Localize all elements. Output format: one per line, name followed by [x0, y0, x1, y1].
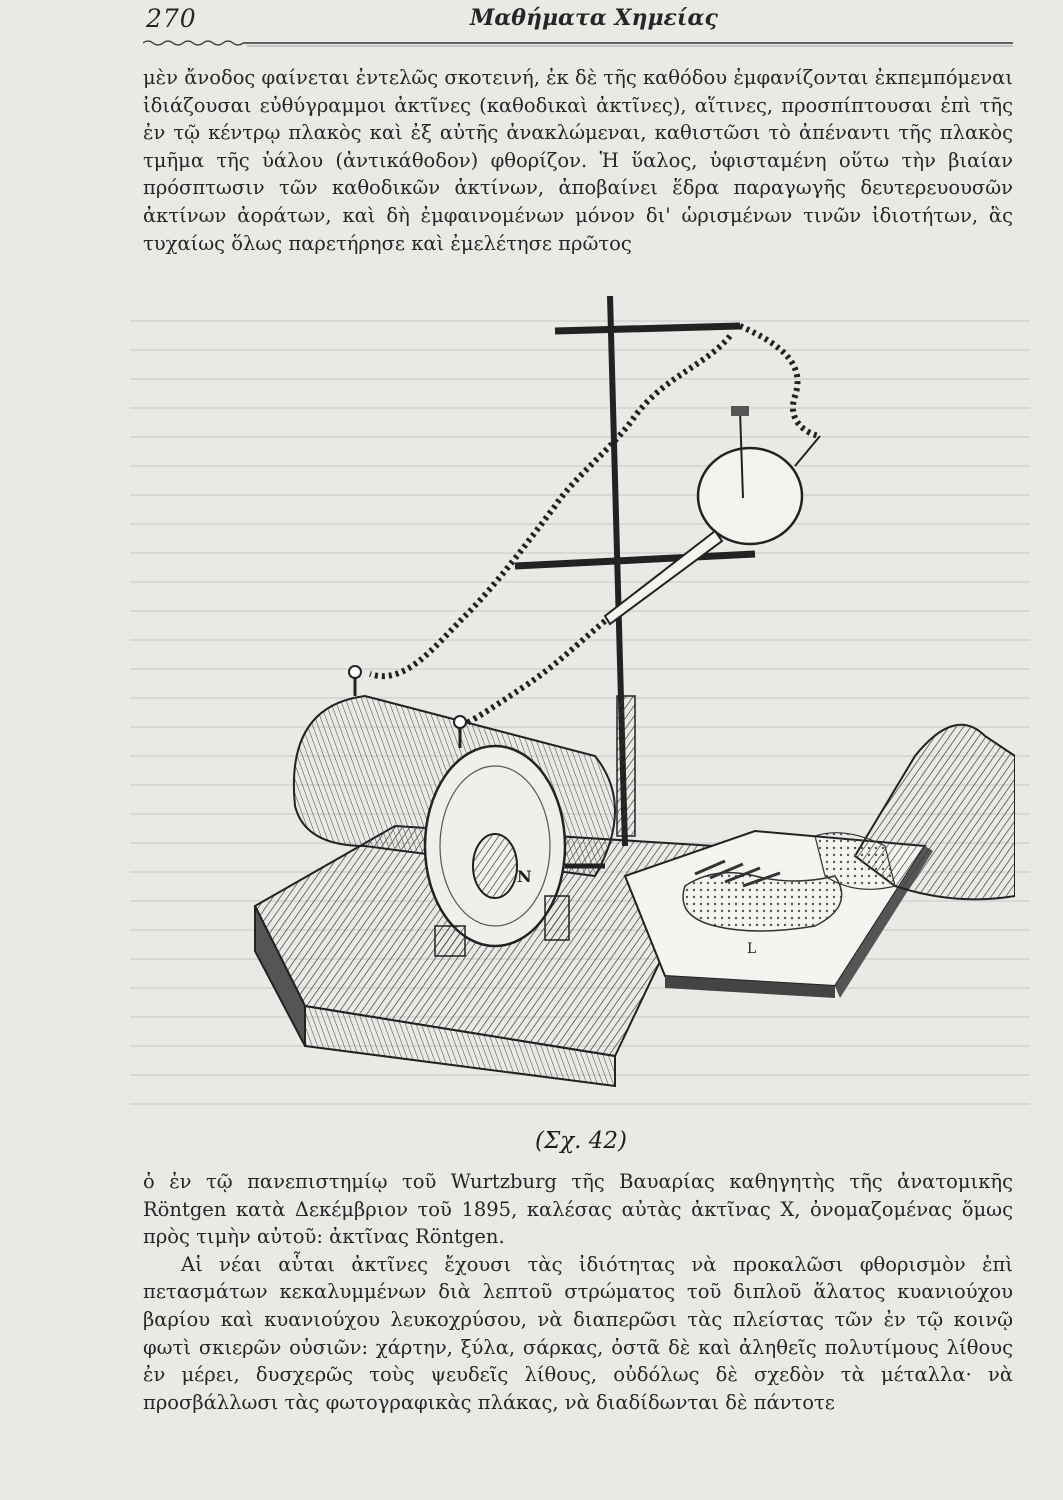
bottom-paragraphs: [143, 1168, 1013, 1416]
hand-silhouette: [815, 725, 1015, 900]
header-ornamental-rule: [143, 38, 1013, 48]
paragraph-properties: Αἱ νέαι αὗται ἀκτῖνες ἔχουσι τὰς ἰδιότητας νὰ προκαλῶσι φθορισμὸν ἐπὶ πετασμάτων κεκαλυμμένων διὰ λεπτοῦ στρώματος τοῦ διπλοῦ ἅλατος κυανιούχου βαρίου καὶ κυανιούχου λευκοχρύσου, νὰ διαπερῶσι τὰς πλείστας τῶν ἐν τῷ κοινῷ φωτὶ σκιερῶν οὐσιῶν: χάρτην, ξύλα, σάρκας, ὀστᾶ δὲ καὶ ἀληθεῖς πολυτίμους λίθους ἐν μέρει, δυσχερῶς τοὺς ψευδεῖς λίθους, οὐδόλως δὲ σχεδὸν τὰ μέταλλα· νὰ προσβάλλωσι τὰς φωτογραφικὰς πλάκας, νὰ διαδίδωνται δὲ πάντοτε: [143, 1252, 1013, 1414]
page-number: 270: [146, 4, 197, 33]
paragraph-text: μὲν ἄνοδος φαίνεται ἐντελῶς σκοτεινή, ἐκ δὲ τῆς καθόδου ἐμφανίζονται ἐκπεμπόμεναι ἰδιάζουσαι εὐθύγραμμοι ἀκτῖνες (καθοδικαὶ ἀκτῖνες), αἵτινες, προσπίπτουσαι ἐπὶ τῆς ἐν τῷ κέντρῳ πλακὸς καὶ ἐξ αὐτῆς ἀνακλώμεναι, καθιστῶσι τὸ ἀπέναντι τῆς πλακὸς τμῆμα τῆς ὑάλου (ἀντικάθοδον) φθορίζον. Ἡ ὕαλος, ὑφισταμένη οὕτω τὴν βιαίαν πρόσπτωσιν τῶν καθοδικῶν ἀκτίνων, ἀποβαίνει ἕδρα παραγωγῆς δευτερευουσῶν ἀκτίνων ἀοράτων, καὶ δὴ ἐμφαινομένων μόνον δι' ὡρισμένων τινῶν ἰδιοτήτων, ἃς τυχαίως ὅλως παρετήρησε καὶ ἐμελέτησε πρῶτος: [143, 66, 1013, 255]
top-paragraph: [143, 64, 1013, 257]
label-n: N: [517, 867, 532, 886]
figure-rontgen-apparatus: [195, 286, 1015, 1126]
figure-caption: (Σχ. 42): [535, 1128, 628, 1154]
label-l: L: [747, 941, 757, 957]
crookes-tube: [605, 406, 820, 624]
running-title: Μαθήματα Χημείας: [470, 5, 718, 31]
paragraph-continuation: ὁ ἐν τῷ πανεπιστημίῳ τοῦ Wurtzburg τῆς Βαυαρίας καθηγητὴς τῆς ἀνατομικῆς Röntgen κατὰ Δεκέμβριον τοῦ 1895, καλέσας αὐτὰς ἀκτῖνας X, ὀνομαζομένας ὅμως πρὸς τιμὴν αὐτοῦ: ἀκτῖνας Röntgen.: [143, 1170, 1013, 1249]
